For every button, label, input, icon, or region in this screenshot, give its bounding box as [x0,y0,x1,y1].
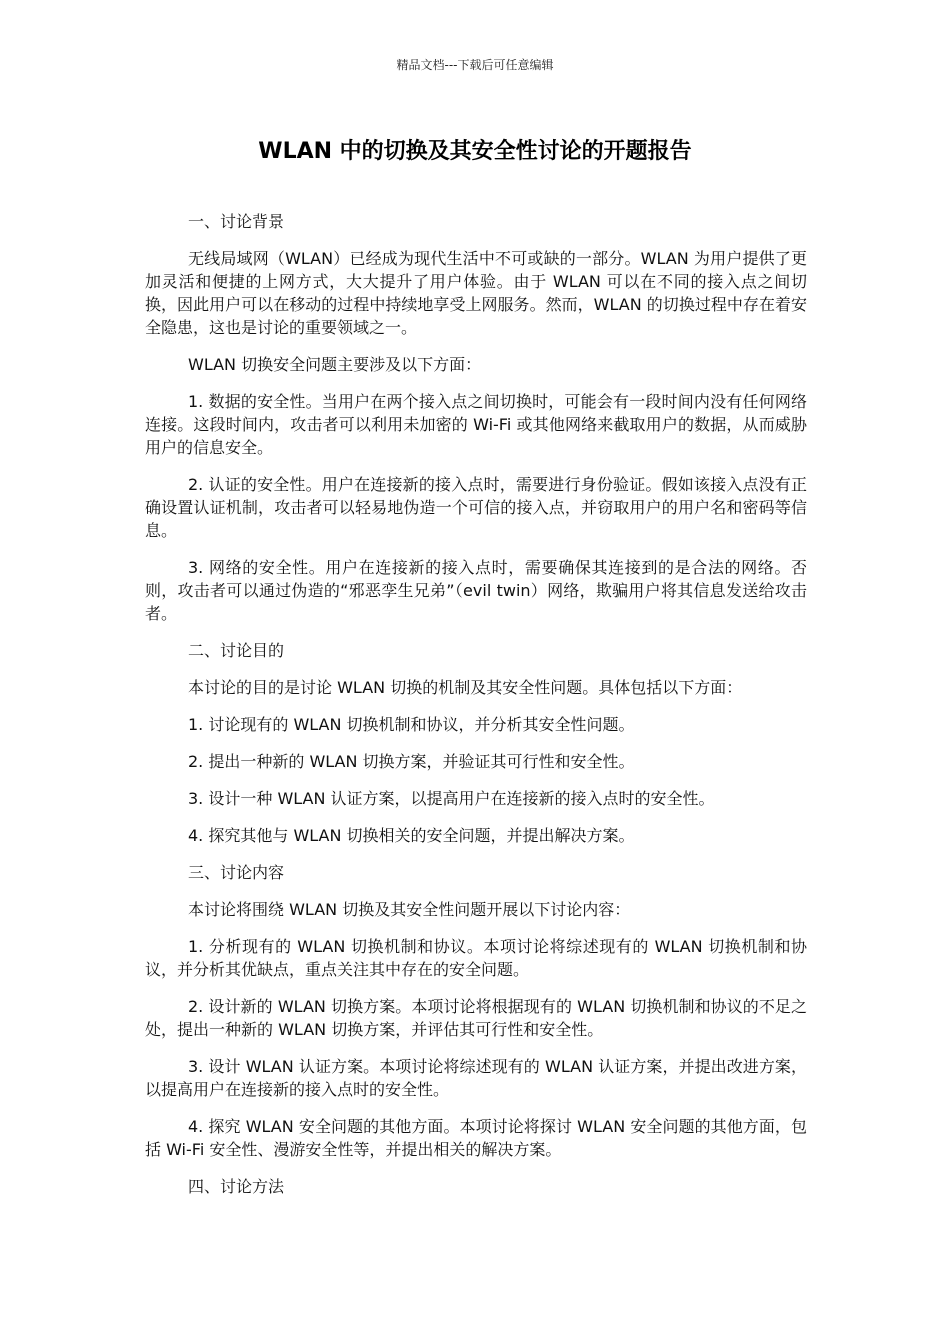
section-heading-method: 四、讨论方法 [188,1177,285,1196]
list-item: 4. 探究其他与 WLAN 切换相关的安全问题，并提出解决方案。 [188,826,635,845]
list-item: 1. 分析现有的 WLAN 切换机制和协议。本项讨论将综述现有的 WLAN 切换机制和协议，并分析其优缺点，重点关注其中存在的安全问题。 [145,937,807,979]
list-item: 2. 提出一种新的 WLAN 切换方案，并验证其可行性和安全性。 [188,752,635,771]
list-item: 3. 网络的安全性。用户在连接新的接入点时，需要确保其连接到的是合法的网络。否则，攻击者可以通过伪造的“邪恶孪生兄弟”（evil twin）网络，欺骗用户将其信息发送给攻击者。 [145,558,807,623]
list-item: 1. 数据的安全性。当用户在两个接入点之间切换时，可能会有一段时间内没有任何网络连接。这段时间内，攻击者可以利用未加密的 Wi-Fi 或其他网络来截取用户的数据，从而威胁用户的信息安全。 [145,392,807,457]
page-header: 精品文档---下载后可任意编辑 [396,58,554,72]
list-item: 4. 探究 WLAN 安全问题的其他方面。本项讨论将探讨 WLAN 安全问题的其他方面，包括 Wi-Fi 安全性、漫游安全性等，并提出相关的解决方案。 [145,1117,807,1159]
section-heading-purpose: 二、讨论目的 [188,641,285,660]
paragraph: 本讨论将围绕 WLAN 切换及其安全性问题开展以下讨论内容： [188,900,631,919]
paragraph: 无线局域网（WLAN）已经成为现代生活中不可或缺的一部分。WLAN 为用户提供了更加灵活和便捷的上网方式，大大提升了用户体验。由于 WLAN 可以在不同的接入点之间切换，因此用户可以在移动的过程中持续地享受上网服务。然而，WLAN 的切换过程中存在着安全隐患，这也是讨论的重要领域之一。 [145,249,807,337]
section-heading-content: 三、讨论内容 [188,863,285,882]
list-item: 1. 讨论现有的 WLAN 切换机制和协议，并分析其安全性问题。 [188,715,635,734]
document-title: WLAN 中的切换及其安全性讨论的开题报告 [258,139,692,164]
list-item: 2. 认证的安全性。用户在连接新的接入点时，需要进行身份验证。假如该接入点没有正确设置认证机制，攻击者可以轻易地伪造一个可信的接入点，并窃取用户的用户名和密码等信息。 [145,475,807,540]
list-item: 3. 设计一种 WLAN 认证方案，以提高用户在连接新的接入点时的安全性。 [188,789,715,808]
paragraph: 本讨论的目的是讨论 WLAN 切换的机制及其安全性问题。具体包括以下方面： [188,678,743,697]
list-item: 3. 设计 WLAN 认证方案。本项讨论将综述现有的 WLAN 认证方案，并提出改进方案，以提高用户在连接新的接入点时的安全性。 [145,1057,807,1099]
document-body [145,210,807,1212]
section-heading-background: 一、讨论背景 [188,212,285,231]
list-item: 2. 设计新的 WLAN 切换方案。本项讨论将根据现有的 WLAN 切换机制和协议的不足之处，提出一种新的 WLAN 切换方案，并评估其可行性和安全性。 [145,997,807,1039]
paragraph: WLAN 切换安全问题主要涉及以下方面： [188,355,482,374]
